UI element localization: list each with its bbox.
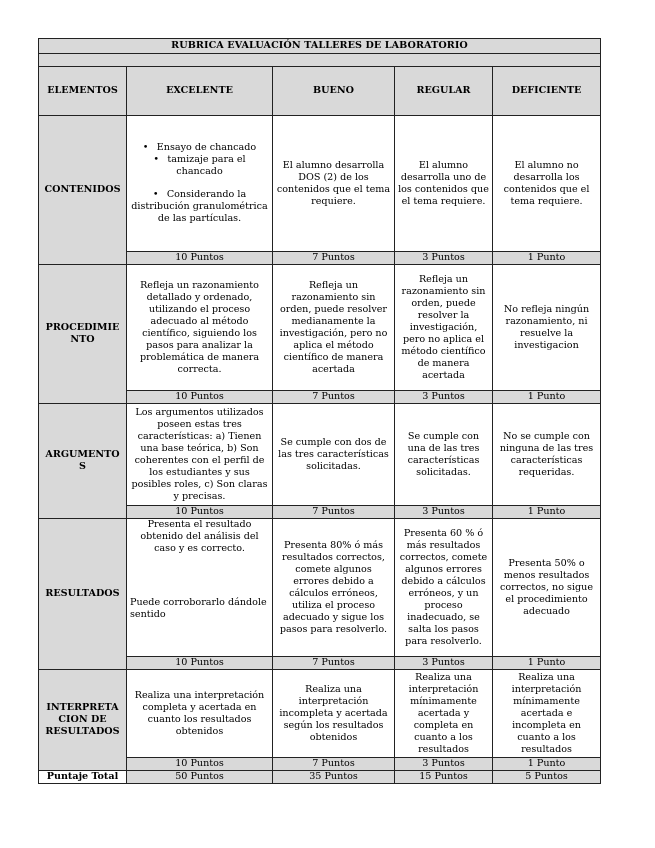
- cell-contenidos-bueno: El alumno desarrolla DOS (2) de los contenidos que el tema requiere.: [273, 116, 395, 252]
- bullet-text: tamizaje para el chancado: [167, 154, 246, 177]
- row-argumentos: [39, 404, 601, 506]
- cell-resultados-bueno: Presenta 80% ó más resultados correctos, comete algunos errores debido a cálculos erróneos, utiliza el proceso adecuado y sigue los pasos para resolverlo.: [273, 519, 395, 657]
- spacer-cell: [39, 54, 601, 67]
- points-cell: 1 Punto: [493, 657, 601, 670]
- label-argumentos: ARGUMENTO S: [39, 404, 127, 519]
- total-value: 15 Puntos: [395, 771, 493, 784]
- header-regular: REGULAR: [395, 67, 493, 116]
- points-cell: 10 Puntos: [127, 506, 273, 519]
- label-procedimiento: PROCEDIMIE NTO: [39, 265, 127, 404]
- points-cell: 7 Puntos: [273, 657, 395, 670]
- rubric-table: [38, 38, 601, 784]
- points-cell: 7 Puntos: [273, 391, 395, 404]
- label-contenidos: CONTENIDOS: [39, 116, 127, 265]
- header-elementos: ELEMENTOS: [39, 67, 127, 116]
- cell-argumentos-regular: Se cumple con una de las tres características solicitadas.: [395, 404, 493, 506]
- cell-resultados-deficiente: Presenta 50% o menos resultados correctos, no sigue el procedimiento adecuado: [493, 519, 601, 657]
- header-deficiente: DEFICIENTE: [493, 67, 601, 116]
- header-row: [39, 67, 601, 116]
- cell-procedimiento-regular: Refleja un razonamiento sin orden, puede resolver la investigación, pero no aplica el método científico de manera acertada: [395, 265, 493, 391]
- cell-interpretacion-deficiente: Realiza una interpretación mínimamente acertada e incompleta en cuanto a los resultados: [493, 670, 601, 758]
- cell-interpretacion-regular: Realiza una interpretación mínimamente acertada y completa en cuanto a los resultados: [395, 670, 493, 758]
- bullet-icon: •: [152, 189, 159, 200]
- total-value: 5 Puntos: [493, 771, 601, 784]
- cell-argumentos-deficiente: No se cumple con ninguna de las tres características requeridas.: [493, 404, 601, 506]
- cell-interpretacion-excelente: Realiza una interpretación completa y acertada en cuanto los resultados obtenidos: [127, 670, 273, 758]
- points-cell: 3 Puntos: [395, 391, 493, 404]
- points-cell: 1 Punto: [493, 252, 601, 265]
- label-resultados: RESULTADOS: [39, 519, 127, 670]
- points-cell: 3 Puntos: [395, 252, 493, 265]
- bullet-icon: •: [142, 142, 149, 153]
- cell-resultados-excelente: [127, 519, 273, 657]
- points-cell: 1 Punto: [493, 758, 601, 771]
- bullet-item: [130, 154, 269, 178]
- total-value: 35 Puntos: [273, 771, 395, 784]
- points-cell: 1 Punto: [493, 506, 601, 519]
- header-bueno: BUENO: [273, 67, 395, 116]
- cell-contenidos-regular: El alumno desarrolla uno de los contenidos que el tema requiere.: [395, 116, 493, 252]
- total-label: Puntaje Total: [39, 771, 127, 784]
- points-cell: 3 Puntos: [395, 758, 493, 771]
- points-cell: 10 Puntos: [127, 657, 273, 670]
- header-excelente: EXCELENTE: [127, 67, 273, 116]
- row-contenidos: [39, 116, 601, 252]
- cell-procedimiento-deficiente: No refleja ningún razonamiento, ni resuelve la investigacion: [493, 265, 601, 391]
- cell-argumentos-bueno: Se cumple con dos de las tres características solicitadas.: [273, 404, 395, 506]
- bullet-item: [130, 142, 269, 154]
- resultados-excelente-text: Presenta el resultado obtenido del análisis del caso y es correcto.: [140, 519, 259, 554]
- points-cell: 10 Puntos: [127, 252, 273, 265]
- points-cell: 7 Puntos: [273, 252, 395, 265]
- cell-procedimiento-bueno: Refleja un razonamiento sin orden, puede resolver medianamente la investigación, pero no aplica el método científico de manera acertada: [273, 265, 395, 391]
- total-value: 50 Puntos: [127, 771, 273, 784]
- total-row: [39, 771, 601, 784]
- cell-contenidos-excelente: [127, 116, 273, 252]
- label-interpretacion: INTERPRETA CION DE RESULTADOS: [39, 670, 127, 771]
- bullet-text: Considerando la distribución granulométrica de las partículas.: [131, 189, 268, 224]
- cell-contenidos-deficiente: El alumno no desarrolla los contenidos que el tema requiere.: [493, 116, 601, 252]
- rubric-title: RUBRICA EVALUACIÓN TALLERES DE LABORATORIO: [39, 39, 601, 54]
- row-procedimiento: [39, 265, 601, 391]
- bullet-list: [130, 142, 269, 225]
- cell-resultados-regular: Presenta 60 % ó más resultados correctos, comete algunos errores debido a cálculos erróneos, y un proceso inadecuado, se salta los pasos para resolverlo.: [395, 519, 493, 657]
- points-cell: 3 Puntos: [395, 506, 493, 519]
- title-row: [39, 39, 601, 54]
- points-cell: 3 Puntos: [395, 657, 493, 670]
- bullet-item: [130, 189, 269, 225]
- cell-argumentos-excelente: Los argumentos utilizados poseen estas tres características: a) Tienen una base teórica, b) Son coherentes con el perfil de los estudiantes y sus posibles roles, c) Son claras y precisas.: [127, 404, 273, 506]
- row-interpretacion: [39, 670, 601, 758]
- cell-interpretacion-bueno: Realiza una interpretación incompleta y acertada según los resultados obtenidos: [273, 670, 395, 758]
- spacer-row: [39, 54, 601, 67]
- points-cell: 10 Puntos: [127, 391, 273, 404]
- cell-procedimiento-excelente: Refleja un razonamiento detallado y ordenado, utilizando el proceso adecuado al método científico, siguiendo los pasos para analizar la problemática de manera correcta.: [127, 265, 273, 391]
- bullet-text: Ensayo de chancado: [156, 142, 257, 153]
- points-cell: 7 Puntos: [273, 758, 395, 771]
- points-cell: 10 Puntos: [127, 758, 273, 771]
- resultados-excelente-note: Puede corroborarlo dándole sentido: [130, 597, 267, 620]
- row-resultados: [39, 519, 601, 657]
- points-cell: 7 Puntos: [273, 506, 395, 519]
- points-cell: 1 Punto: [493, 391, 601, 404]
- bullet-icon: •: [153, 154, 160, 165]
